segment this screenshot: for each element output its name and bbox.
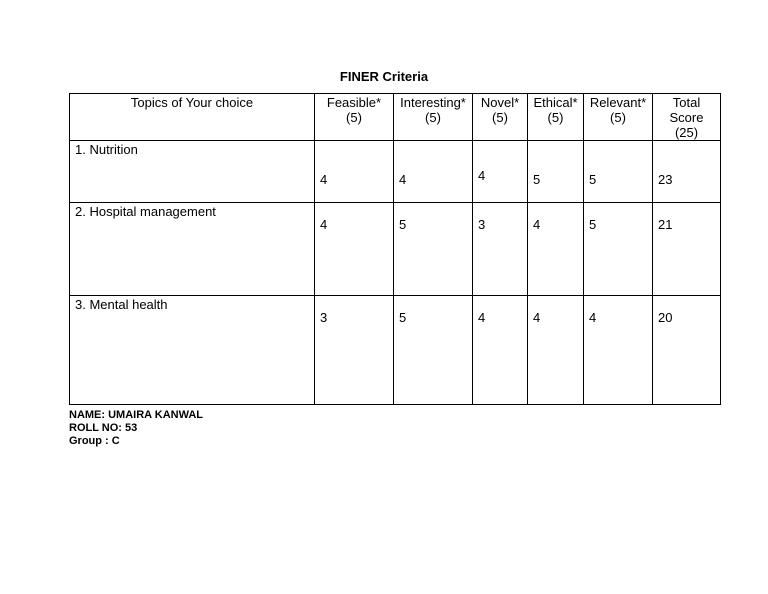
column-header-total-score <box>653 94 721 141</box>
header-topics-label: Topics of Your choice <box>130 95 254 110</box>
header-total-label: Total <box>672 95 701 110</box>
header-relevant-label: Relevant* <box>589 95 647 110</box>
score-value: 21 <box>658 217 673 232</box>
score-value: 4 <box>320 217 328 232</box>
header-novel-max: (5) <box>492 110 508 125</box>
score-cell-total <box>653 141 721 203</box>
table-row <box>70 203 721 296</box>
topic-cell: 2. Hospital management <box>70 203 315 296</box>
score-value: 20 <box>658 310 673 325</box>
score-cell-total <box>653 203 721 296</box>
score-cell-novel <box>473 141 528 203</box>
header-feasible-max: (5) <box>346 110 362 125</box>
header-score-label: Score <box>669 110 704 125</box>
column-header-relevant <box>584 94 653 141</box>
score-value: 4 <box>589 310 597 325</box>
column-header-ethical <box>528 94 584 141</box>
score-value: 3 <box>478 217 486 232</box>
score-value: 5 <box>589 172 597 187</box>
score-cell-interesting <box>394 296 473 405</box>
score-cell-interesting <box>394 203 473 296</box>
header-interesting-label: Interesting* <box>400 95 466 110</box>
student-name: NAME: UMAIRA KANWAL <box>69 409 204 421</box>
score-cell-feasible <box>315 296 394 405</box>
score-value: 23 <box>658 172 673 187</box>
header-interesting-max: (5) <box>425 110 441 125</box>
score-value: 4 <box>399 172 407 187</box>
score-cell-feasible <box>315 141 394 203</box>
score-cell-ethical <box>528 141 584 203</box>
student-info <box>69 409 203 448</box>
score-value: 3 <box>320 310 328 325</box>
score-cell-relevant <box>584 296 653 405</box>
table-row <box>70 296 721 405</box>
score-cell-relevant <box>584 203 653 296</box>
header-feasible-label: Feasible* <box>326 95 382 110</box>
score-value: 5 <box>399 217 407 232</box>
score-cell-novel <box>473 203 528 296</box>
score-value: 5 <box>399 310 407 325</box>
header-total-max: (25) <box>674 125 699 140</box>
score-value: 4 <box>533 310 541 325</box>
score-value: 4 <box>320 172 328 187</box>
topic-cell: 3. Mental health <box>70 296 315 405</box>
table-header-row <box>70 94 721 141</box>
score-cell-novel <box>473 296 528 405</box>
topic-cell: 1. Nutrition <box>70 141 315 203</box>
score-value: 5 <box>533 172 541 187</box>
score-cell-ethical <box>528 296 584 405</box>
header-ethical-label: Ethical* <box>533 95 578 110</box>
roll-number: ROLL NO: 53 <box>69 422 138 434</box>
score-cell-ethical <box>528 203 584 296</box>
score-cell-total <box>653 296 721 405</box>
table-row <box>70 141 721 203</box>
column-header-topics <box>70 94 315 141</box>
finer-criteria-table <box>69 93 721 405</box>
column-header-interesting <box>394 94 473 141</box>
column-header-novel <box>473 94 528 141</box>
score-value: 4 <box>478 168 486 183</box>
column-header-feasible <box>315 94 394 141</box>
score-value: 5 <box>589 217 597 232</box>
score-cell-interesting <box>394 141 473 203</box>
document-title: FINER Criteria <box>339 69 429 84</box>
header-novel-label: Novel* <box>480 95 520 110</box>
score-cell-relevant <box>584 141 653 203</box>
header-relevant-max: (5) <box>610 110 626 125</box>
header-ethical-max: (5) <box>547 110 564 125</box>
group-label: Group : C <box>69 435 120 447</box>
score-value: 4 <box>533 217 541 232</box>
score-value: 4 <box>478 310 486 325</box>
score-cell-feasible <box>315 203 394 296</box>
